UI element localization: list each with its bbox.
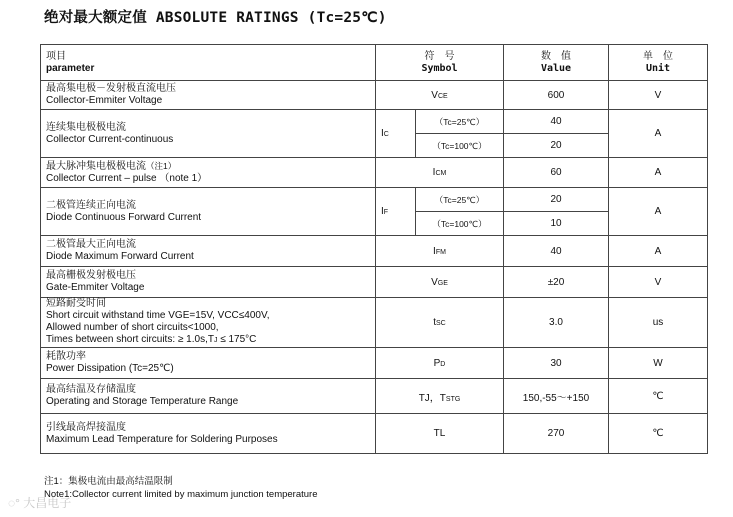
condition-cell: （Tc=25℃）: [416, 188, 504, 212]
unit-cell: ℃: [609, 414, 708, 454]
unit-cell: A: [609, 236, 708, 267]
unit-cell: ℃: [609, 379, 708, 414]
footnote-en: Note1:Collector current limited by maximum junction temperature: [44, 489, 318, 500]
parameter-cell: 二极管连续正向电流 Diode Continuous Forward Current: [41, 188, 376, 236]
symbol-cell: IF: [376, 188, 416, 236]
table-row: [41, 348, 708, 379]
unit-cell: A: [609, 188, 708, 236]
parameter-cell: 最大脉冲集电极极电流（注1） Collector Current – pulse （note 1）: [41, 158, 376, 188]
symbol-cell: TL: [376, 414, 504, 454]
parameter-cell: 最高栅极发射极电压 Gate-Emmiter Voltage: [41, 267, 376, 298]
value-cell: 270: [504, 414, 609, 454]
value-cell: 20: [504, 134, 609, 158]
condition-cell: （Tc=100℃）: [416, 134, 504, 158]
symbol-cell: PD: [376, 348, 504, 379]
value-cell: 40: [504, 110, 609, 134]
unit-cell: V: [609, 81, 708, 110]
value-cell: 150,-55～+150: [504, 379, 609, 414]
parameter-cell: 连续集电极极电流 Collector Current-continuous: [41, 110, 376, 158]
parameter-cell: 引线最高焊接温度 Maximum Lead Temperature for Soldering Purposes: [41, 414, 376, 454]
value-cell: ±20: [504, 267, 609, 298]
condition-cell: （Tc=100℃）: [416, 212, 504, 236]
header-parameter: 项目 parameter: [41, 45, 376, 81]
table-row: [41, 188, 708, 212]
parameter-cell: 二极管最大正向电流 Diode Maximum Forward Current: [41, 236, 376, 267]
watermark-text: 大昌电子: [23, 496, 72, 510]
symbol-cell: TJ，TSTG: [376, 379, 504, 414]
symbol-cell: tSC: [376, 298, 504, 348]
footnote-cn: 注1：集极电流由最高结温限制: [44, 476, 173, 487]
footnotes: [44, 475, 318, 501]
table-row: [41, 236, 708, 267]
unit-cell: A: [609, 158, 708, 188]
value-cell: 40: [504, 236, 609, 267]
parameter-cell: 短路耐受时间 Short circuit withstand time VGE=15V, VCC≤400V, Allowed number of short circuits<1000, Times between short circuits: ≥ 1.0s,TJ ≤ 175°C: [41, 298, 376, 348]
watermark: [8, 494, 71, 511]
header-symbol: 符 号 Symbol: [376, 45, 504, 81]
table-row: [41, 298, 708, 348]
unit-cell: A: [609, 110, 708, 158]
unit-cell: W: [609, 348, 708, 379]
unit-cell: us: [609, 298, 708, 348]
page-title: 绝对最大额定值 ABSOLUTE RATINGS (Tc=25℃): [44, 10, 387, 26]
table-row: [41, 414, 708, 454]
value-cell: 20: [504, 188, 609, 212]
value-cell: 10: [504, 212, 609, 236]
parameter-cell: 最高结温及存储温度 Operating and Storage Temperature Range: [41, 379, 376, 414]
symbol-cell: IFM: [376, 236, 504, 267]
symbol-cell: IC: [376, 110, 416, 158]
header-value: 数 值 Value: [504, 45, 609, 81]
parameter-cell: 最高集电极－发射极直流电压 Collector-Emmiter Voltage: [41, 81, 376, 110]
table-row: [41, 267, 708, 298]
parameter-cell: 耗散功率 Power Dissipation (Tc=25℃): [41, 348, 376, 379]
unit-cell: V: [609, 267, 708, 298]
watermark-logo-icon: ◌°: [8, 496, 20, 510]
value-cell: 30: [504, 348, 609, 379]
header-unit: 单 位 Unit: [609, 45, 708, 81]
absolute-ratings-table: [40, 44, 708, 454]
value-cell: 3.0: [504, 298, 609, 348]
table-row: [41, 158, 708, 188]
table-row: [41, 81, 708, 110]
table-header-row: [41, 45, 708, 81]
symbol-cell: ICM: [376, 158, 504, 188]
symbol-cell: VGE: [376, 267, 504, 298]
symbol-cell: VCE: [376, 81, 504, 110]
table-row: [41, 379, 708, 414]
value-cell: 60: [504, 158, 609, 188]
table-row: [41, 110, 708, 134]
value-cell: 600: [504, 81, 609, 110]
condition-cell: （Tc=25℃）: [416, 110, 504, 134]
